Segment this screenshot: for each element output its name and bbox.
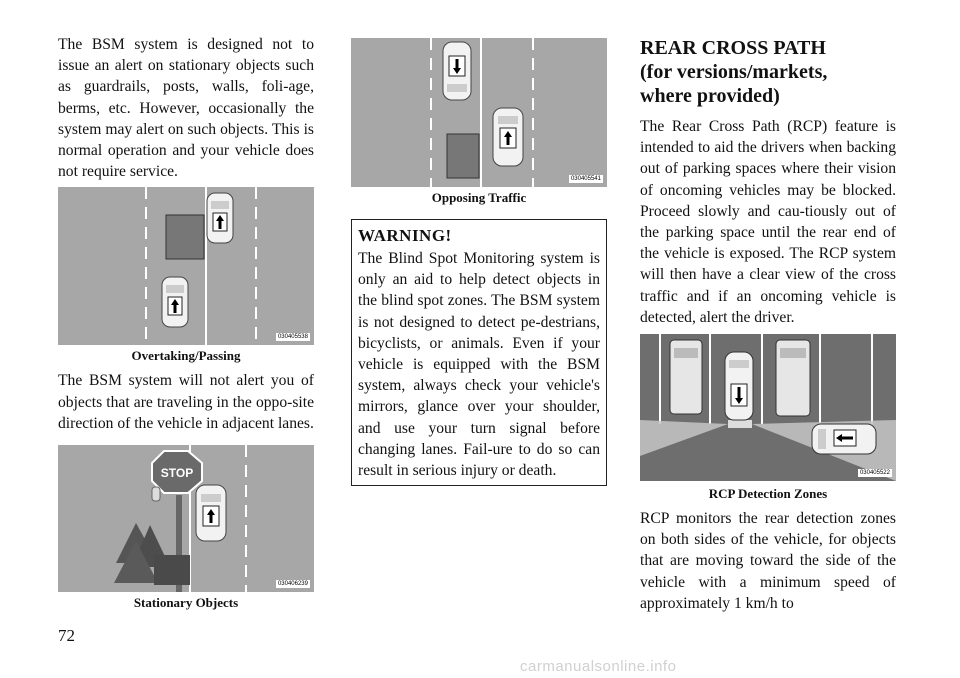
- stop-sign-text: STOP: [160, 466, 194, 481]
- figure-code: 030405541: [570, 176, 601, 182]
- figure-stationary: [58, 445, 314, 592]
- column-right: [640, 36, 896, 614]
- figure-overtaking: [58, 187, 314, 345]
- figure-code: 030405538: [277, 334, 308, 341]
- figure-opposing: [351, 38, 607, 187]
- figure-code: 030406239: [277, 581, 308, 588]
- warning-box: [351, 219, 607, 486]
- bsm-stationary-paragraph: The BSM system is designed not to issue an alert on stationary objects such as guardrails, posts, walls, foli-age, berms, etc. However, occasionally the system may alert on such objects. This is normal operation and your vehicle does not require service.: [58, 36, 314, 181]
- figure-rcp: [640, 334, 896, 481]
- rcp-intro-paragraph: The Rear Cross Path (RCP) feature is intended to aid the drivers when backing out of parking spaces where their vision of oncoming vehicles may be blocked. Proceed slowly and cau-tiously out of the parking space until the rear end of the vehicle is exposed. The RCP system will then have a clear view of the cross traffic and if an oncoming vehicle is detected, alert the driver.: [640, 118, 896, 326]
- section-heading: [640, 36, 896, 108]
- section-heading-line: (for versions/markets,: [640, 61, 828, 83]
- warning-title: WARNING!: [358, 226, 452, 245]
- rcp-monitors-paragraph: RCP monitors the rear detection zones on both sides of the vehicle, for objects that are moving toward the side of the vehicle with a minimum speed of approximately 1 km/h to: [640, 510, 896, 612]
- rcp-illustration: [640, 334, 896, 481]
- figure-caption-rcp: RCP Detection Zones: [708, 486, 828, 502]
- stationary-illustration: [58, 445, 314, 592]
- bsm-opposite-paragraph: The BSM system will not alert you of objects that are traveling in the oppo-site direction of the vehicle in adjacent lanes.: [58, 372, 314, 432]
- warning-text: The Blind Spot Monitoring system is only an aid to help detect objects in the blind spot zones. The BSM system is not designed to detect pe-destrians, bicyclists, or animals. Even if your vehicle is equipped with the BSM system, always check your vehicle's mirrors, glance over your shoulder, and use your turn signal before changing lanes. Fail-ure to do so can result in serious injury or death.: [358, 250, 600, 480]
- figure-caption-overtaking: Overtaking/Passing: [131, 348, 241, 364]
- overtaking-illustration: [58, 187, 314, 345]
- page-number: 72: [58, 626, 75, 645]
- figure-caption-opposing: Opposing Traffic: [431, 190, 527, 205]
- column-left: [58, 34, 314, 611]
- section-heading-line: where provided): [640, 85, 780, 107]
- section-heading-line: REAR CROSS PATH: [640, 37, 826, 59]
- column-middle: [351, 38, 607, 206]
- opposing-illustration: [351, 38, 607, 187]
- figure-code: 030405522: [859, 470, 890, 477]
- figure-caption-stationary: Stationary Objects: [133, 595, 239, 611]
- watermark: carmanualsonline.info: [520, 658, 677, 675]
